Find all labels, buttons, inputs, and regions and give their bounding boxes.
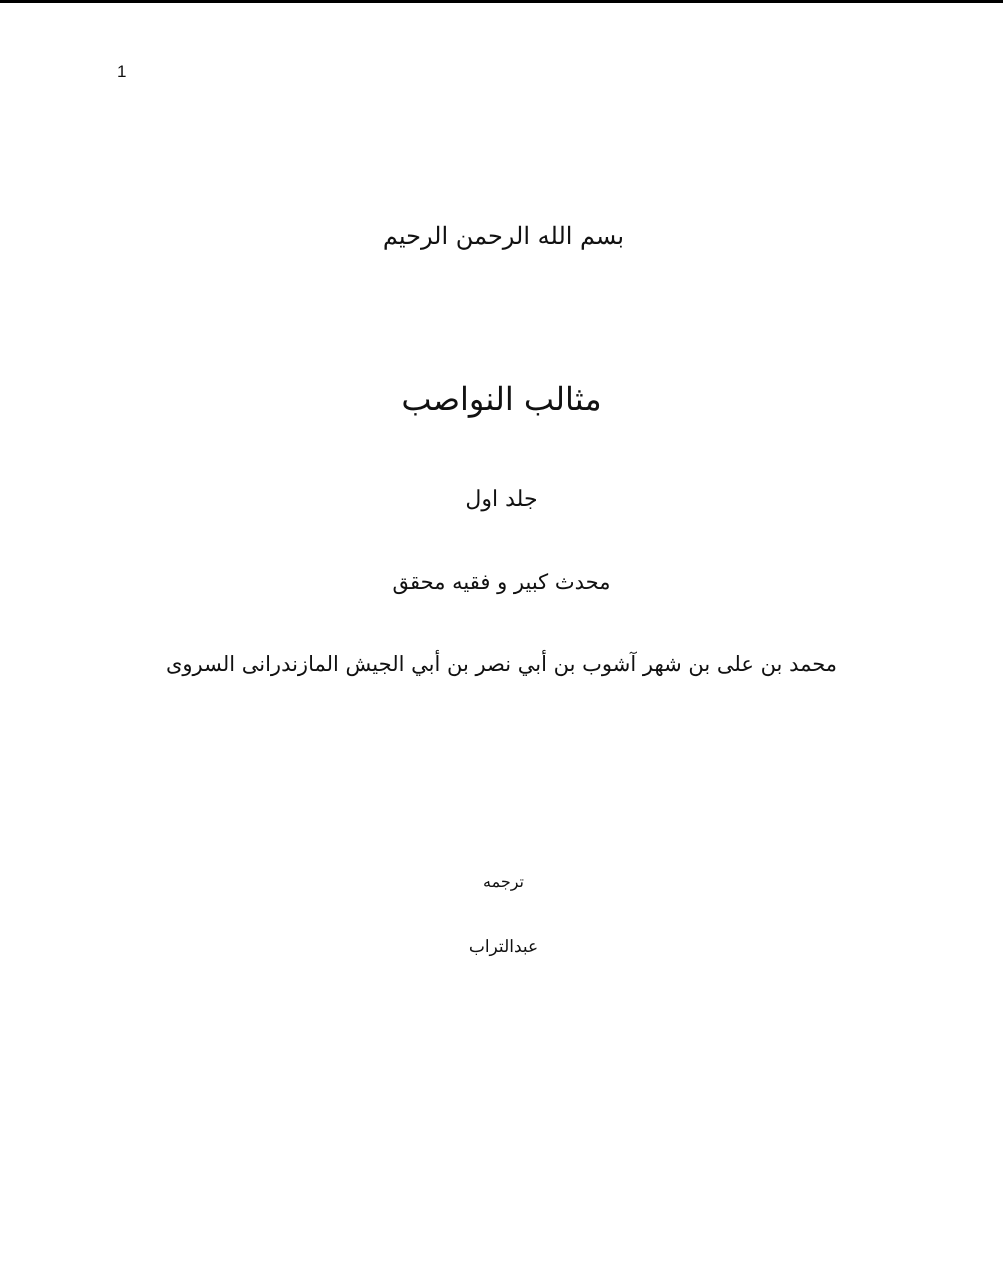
translator-name: عبدالتراب [468,937,539,957]
top-border [0,0,1003,3]
page-number: 1 [117,62,127,81]
author-epithet: محدث کبیر و فقیه محقق [392,570,611,594]
volume-label: جلد اول [465,487,538,512]
basmala: بسم الله الرحمن الرحيم [382,222,625,250]
translation-label: ترجمه [483,872,524,891]
author-name: محمد بن علی بن شهر آشوب بن أبي نصر بن أبي الجيش المازندرانی السروی [165,652,838,676]
book-title: مثالب النواصب [401,380,602,418]
